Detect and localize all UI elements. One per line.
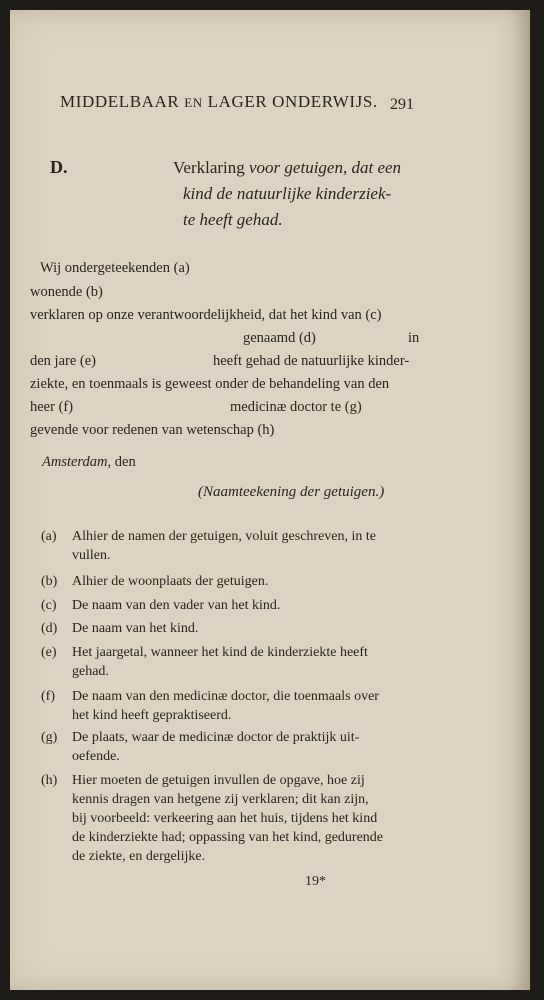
footnote-text: De naam van het kind.	[72, 621, 199, 636]
title-text-italic: kind de natuurlijke kinderziek-	[183, 184, 392, 203]
footnote-mark: (b)	[41, 574, 58, 589]
footnote-text: Alhier de woonplaats der getuigen.	[72, 574, 269, 589]
signature-caption: (Naamteekening der getuigen.)	[198, 484, 385, 500]
running-head	[60, 92, 378, 112]
form-line: den jare (e)	[30, 353, 97, 369]
page-number: 291	[390, 96, 414, 113]
place-line	[42, 454, 136, 471]
signature-mark: 19*	[305, 874, 326, 889]
form-line: in	[408, 330, 420, 346]
footnote-text: gehad.	[72, 664, 109, 679]
footnote-mark: (a)	[41, 529, 57, 544]
form-line: genaamd (d)	[243, 330, 316, 346]
footnote-text: de ziekte, en dergelijke.	[72, 849, 206, 864]
section-title-line1	[173, 158, 401, 178]
footnote-text: bij voorbeeld: verkeering aan het huis, tijdens het kind	[72, 811, 378, 826]
place-suffix: , den	[107, 454, 136, 470]
running-head-part3: LAGER ONDERWIJS.	[207, 92, 378, 111]
form-line: heeft gehad de natuurlijke kinder-	[213, 353, 410, 369]
form-line: medicinæ doctor te (g)	[230, 399, 362, 415]
form-line: ziekte, en toenmaals is geweest onder de behandeling van den	[30, 376, 390, 392]
footnote-text: oefende.	[72, 749, 120, 764]
footnote-mark: (f)	[41, 689, 55, 704]
footnote-text: Het jaargetal, wanneer het kind de kinderziekte heeft	[72, 645, 368, 660]
book-page	[10, 10, 530, 990]
footnote-text: Alhier de namen der getuigen, voluit geschreven, in te	[72, 529, 377, 544]
title-text: ,	[342, 158, 352, 177]
form-line: wonende (b)	[30, 284, 103, 300]
footnote-text: kennis dragen van hetgene zij verklaren; dit kan zijn,	[72, 792, 369, 807]
footnote-text: het kind heeft gepraktiseerd.	[72, 708, 232, 723]
title-text: Verklaring	[173, 158, 250, 177]
footnote-mark: (c)	[41, 598, 57, 613]
section-title-line3	[183, 210, 283, 230]
title-text-italic: voor getuigen	[249, 158, 343, 177]
form-line: Wij ondergeteekenden (a)	[40, 260, 190, 276]
form-line: verklaren op onze verantwoordelijkheid, dat het kind van (c)	[30, 307, 382, 323]
title-text-italic: dat een	[351, 158, 402, 177]
footnote-mark: (h)	[41, 773, 58, 788]
footnote-mark: (e)	[41, 645, 57, 660]
running-head-part2: EN	[184, 95, 203, 110]
footnote-mark: (d)	[41, 621, 58, 636]
footnote-text: De naam van den medicinæ doctor, die toenmaals over	[72, 689, 379, 704]
footnote-text: Hier moeten de getuigen invullen de opgave, hoe zij	[72, 773, 365, 788]
title-text-italic: te heeft gehad.	[183, 210, 283, 229]
footnote-text: De naam van den vader van het kind.	[72, 598, 281, 613]
place-name: Amsterdam	[42, 454, 108, 470]
form-line: heer (f)	[30, 399, 74, 415]
footnote-text: De plaats, waar de medicinæ doctor de praktijk uit-	[72, 730, 360, 745]
running-head-part1: MIDDELBAAR	[60, 92, 180, 111]
form-line: gevende voor redenen van wetenschap (h)	[30, 422, 275, 438]
footnote-text: de kinderziekte had; oppassing van het kind, gedurende	[72, 830, 384, 845]
section-letter: D.	[50, 157, 68, 177]
footnote-text: vullen.	[72, 548, 111, 563]
section-title-line2	[183, 184, 391, 204]
footnote-mark: (g)	[41, 730, 58, 745]
